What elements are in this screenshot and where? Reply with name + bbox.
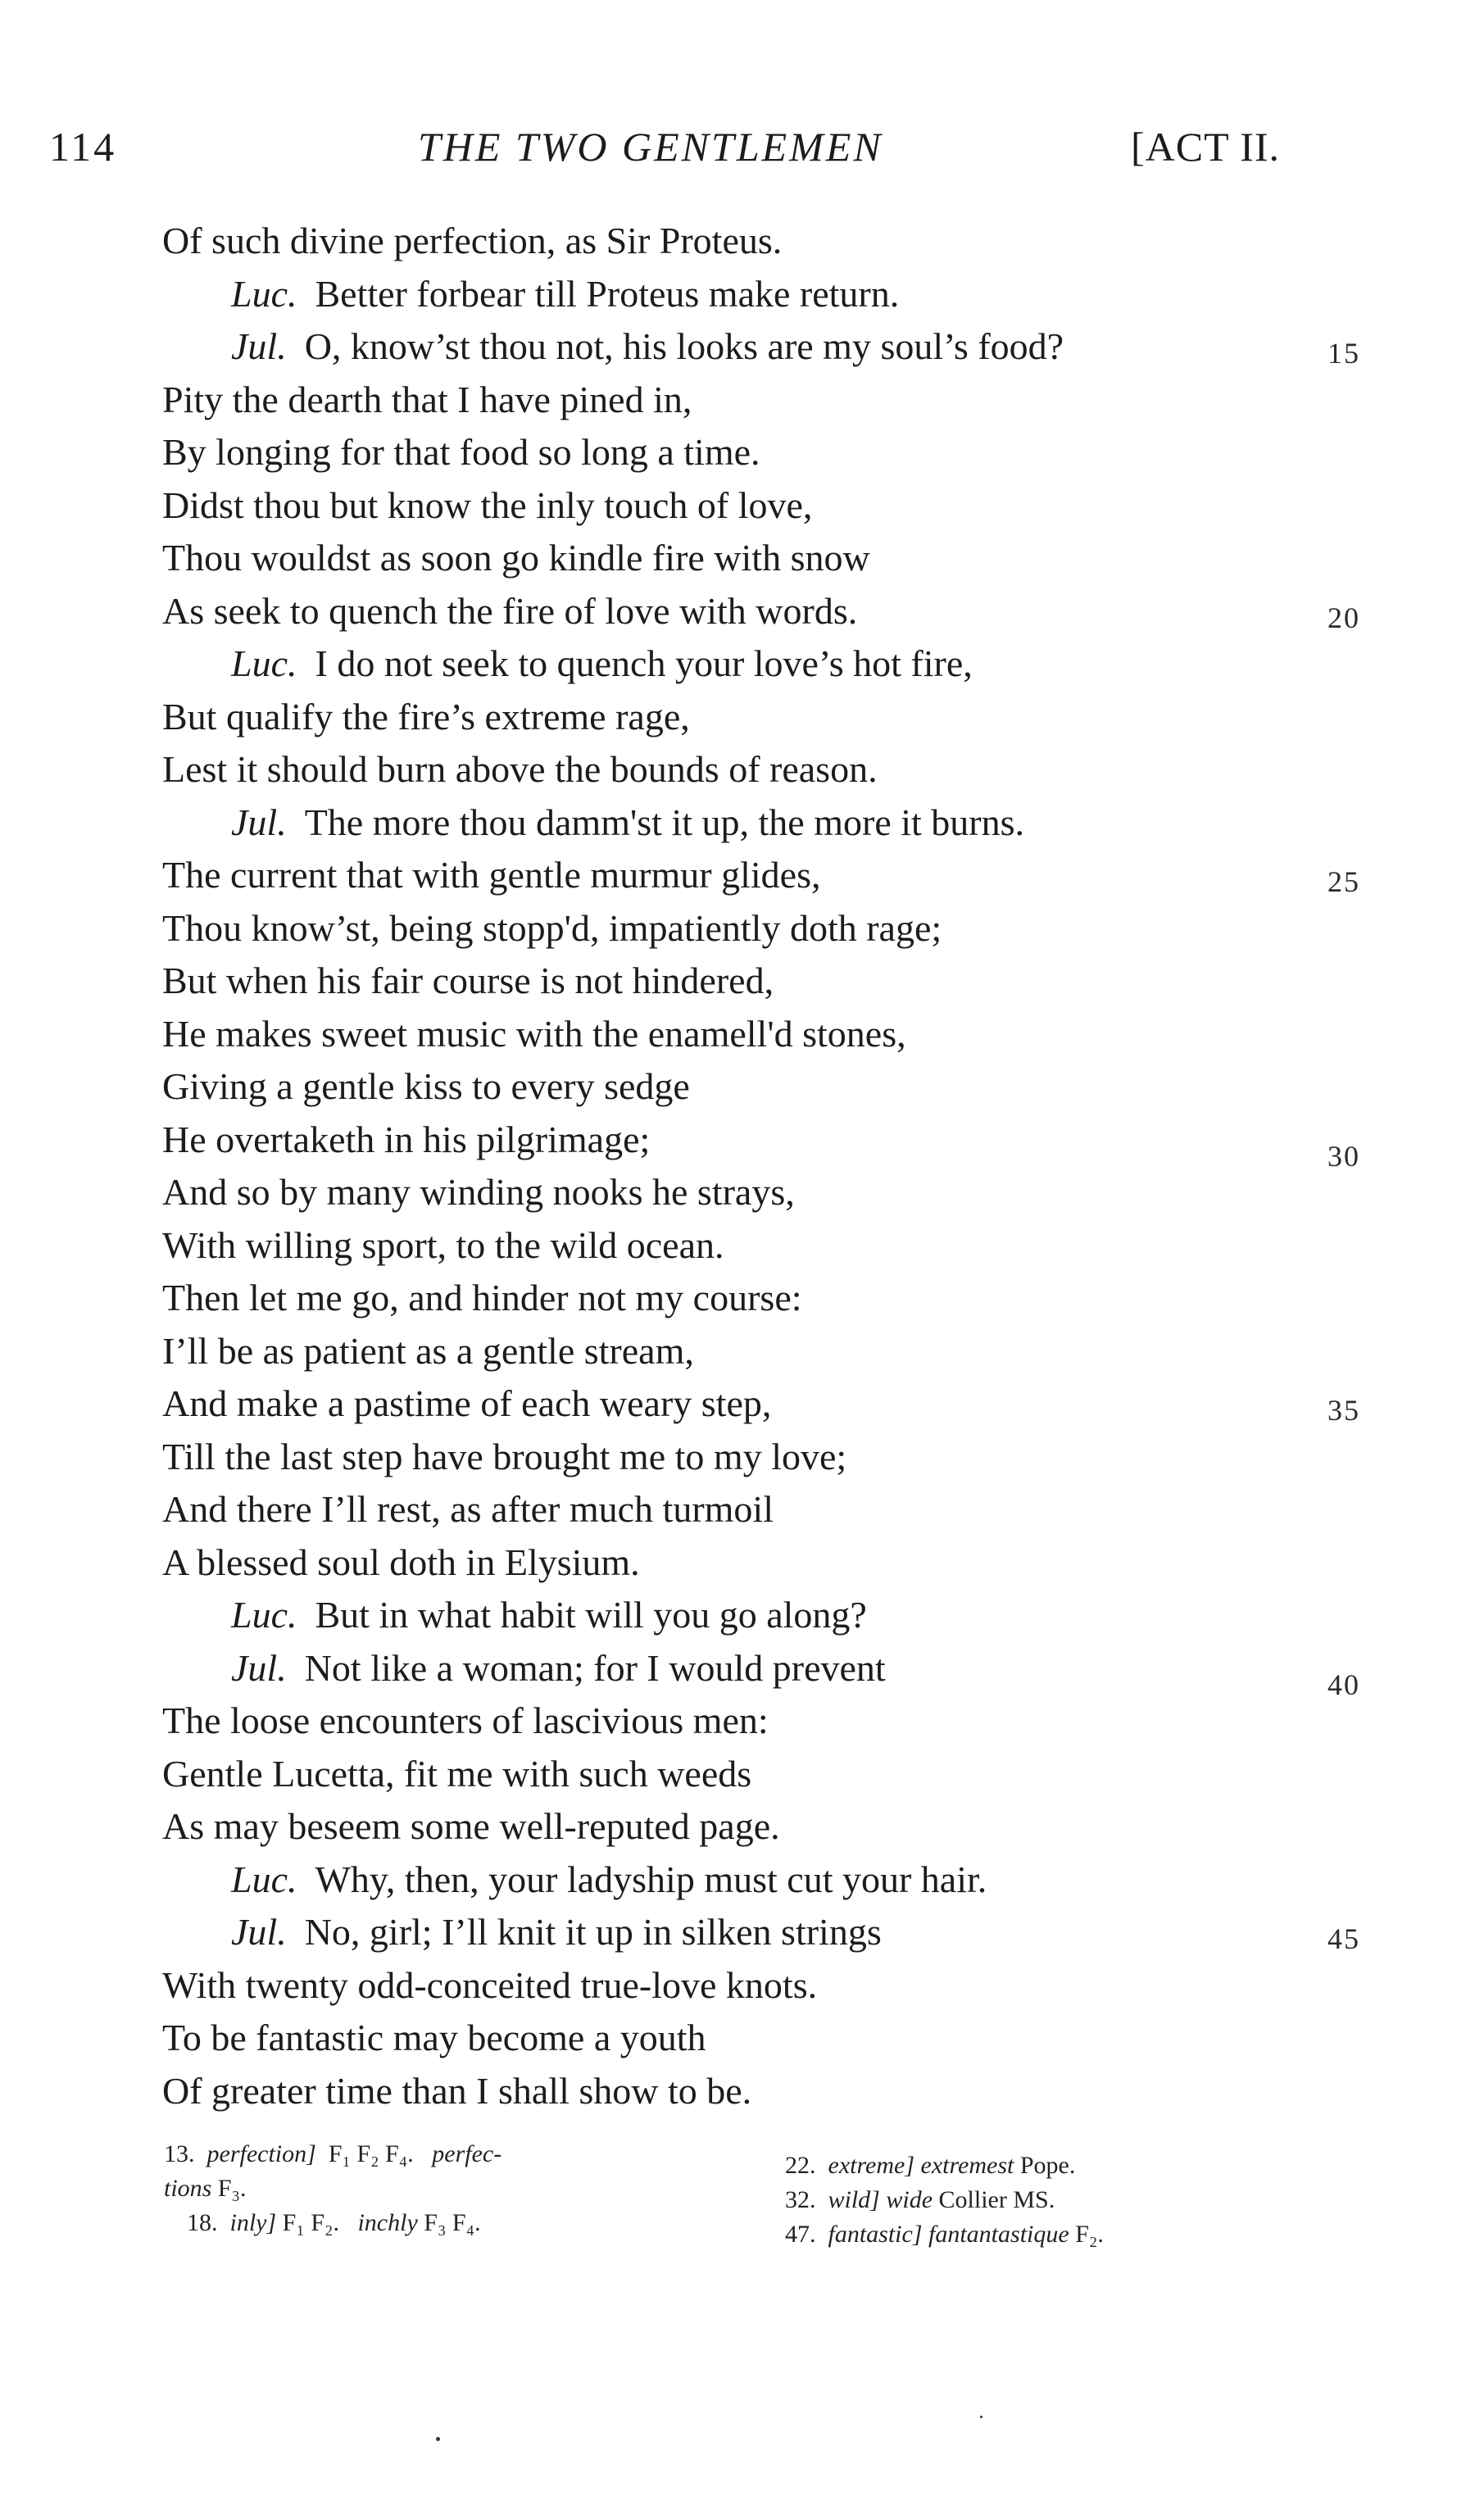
line-words: Till the last step have brought me to my love; (162, 1435, 847, 1477)
line-words: To be fantastic may become a youth (162, 2017, 706, 2058)
line-text (162, 902, 942, 955)
line-number: 20 (1327, 601, 1360, 634)
line-text (162, 1325, 694, 1378)
line-words: As may beseem some well-reputed page. (162, 1805, 780, 1847)
line-words: By longing for that food so long a time. (162, 431, 760, 473)
footnote-32: 32. wild] wide Collier MS. (785, 2186, 1055, 2213)
line-words: But in what habit will you go along? (315, 1594, 867, 1636)
line-words: O, know’st thou not, his looks are my soul’s food? (304, 325, 1064, 367)
line-text (162, 1219, 724, 1273)
line-words: Thou wouldst as soon go kindle fire with snow (162, 537, 870, 579)
speaker-name: Luc. (231, 642, 297, 684)
verse-line (0, 268, 1484, 321)
footnote-13-cont: tions F₃. (164, 2175, 247, 2202)
line-words: Better forbear till Proteus make return. (315, 272, 900, 315)
verse-line (0, 796, 1484, 850)
line-words: Gentle Lucetta, fit me with such weeds (162, 1752, 752, 1795)
line-text (162, 585, 857, 638)
line-words: Pity the dearth that I have pined in, (162, 378, 692, 420)
line-number: 30 (1327, 1139, 1360, 1173)
line-text (231, 1589, 867, 1642)
line-words: The current that with gentle murmur glides, (162, 854, 821, 896)
verse-line (0, 1008, 1484, 1061)
speaker-name: Luc. (231, 1858, 297, 1900)
line-words: He overtaketh in his pilgrimage; (162, 1118, 651, 1160)
verse-line (0, 1748, 1484, 1801)
verse-line (0, 320, 1484, 374)
verse-line (0, 1906, 1484, 1959)
line-words: The loose encounters of lascivious men: (162, 1699, 769, 1741)
line-text (162, 1008, 906, 1061)
line-text (162, 691, 690, 744)
verse-line (0, 1483, 1484, 1536)
page-number: 114 (49, 124, 117, 170)
line-text (162, 849, 821, 902)
line-words: Not like a woman; for I would prevent (304, 1646, 886, 1689)
verse-line (0, 902, 1484, 955)
line-words: I do not seek to quench your love’s hot fire, (315, 642, 973, 684)
line-text (162, 1748, 751, 1801)
line-text (162, 955, 774, 1008)
footnote-22: 22. extreme] extremest Pope. (785, 2152, 1076, 2179)
line-text (162, 1536, 640, 1590)
line-number: 40 (1327, 1668, 1360, 1701)
footnote-18: 18. inly] F₁ F₂. inchly F₃ F₄. (187, 2209, 481, 2236)
verse-line (0, 849, 1484, 902)
line-text (162, 1060, 690, 1114)
verse-line (0, 955, 1484, 1008)
speaker-name: Luc. (231, 272, 297, 315)
line-text (162, 2065, 751, 2118)
verse-line (0, 1114, 1484, 1173)
verse-line (0, 1325, 1484, 1378)
page-speck (980, 2416, 983, 2418)
line-text (162, 215, 782, 268)
speaker-name: Luc. (231, 1594, 297, 1636)
verse-line (0, 426, 1484, 479)
line-text (231, 638, 973, 691)
line-text (162, 479, 812, 533)
page-speck (436, 2437, 440, 2441)
verse-line (0, 374, 1484, 427)
line-text (162, 1272, 802, 1325)
act-label: [ACT II. (1131, 124, 1281, 170)
line-words: Why, then, your ladyship must cut your hair. (315, 1858, 987, 1900)
line-words: With twenty odd-conceited true-love knots. (162, 1963, 818, 2006)
line-text (162, 1959, 817, 2013)
line-words: And make a pastime of each weary step, (162, 1382, 772, 1424)
verse-line (0, 1854, 1484, 1907)
running-header (0, 123, 1484, 180)
line-words: But when his fair course is not hindered, (162, 960, 774, 1001)
line-words: Of such divine perfection, as Sir Proteus. (162, 220, 783, 261)
verse-line (0, 1800, 1484, 1854)
line-number: 25 (1327, 865, 1360, 898)
verse-line (0, 1431, 1484, 1484)
line-words: Thou know’st, being stopp'd, impatiently doth rage; (162, 906, 942, 949)
line-text (231, 1854, 987, 1907)
verse-line (0, 1536, 1484, 1590)
line-words: Giving a gentle kiss to every sedge (162, 1065, 690, 1107)
line-text (231, 1906, 882, 1959)
line-words: But qualify the fire’s extreme rage, (162, 695, 690, 737)
line-words: I’ll be as patient as a gentle stream, (162, 1329, 694, 1372)
verse-line (0, 1166, 1484, 1219)
verse-text (0, 215, 1484, 2117)
line-text (162, 1377, 771, 1431)
line-text (162, 1431, 846, 1484)
footnote-13: 13. perfection] F₁ F₂ F₄. perfec- (164, 2140, 502, 2167)
line-words: Lest it should burn above the bounds of reason. (162, 748, 878, 790)
line-text (231, 796, 1024, 850)
line-words: Of greater time than I shall show to be. (162, 2069, 752, 2112)
line-number: 45 (1327, 1922, 1360, 1955)
verse-line (0, 1377, 1484, 1431)
running-title: THE TWO GENTLEMEN (418, 124, 883, 170)
verse-line (0, 1642, 1484, 1701)
line-text (162, 374, 692, 427)
line-words: The more thou damm'st it up, the more it burns. (304, 801, 1025, 843)
line-words: As seek to quench the fire of love with words. (162, 589, 858, 632)
verse-line (0, 691, 1484, 744)
speaker-name: Jul. (231, 325, 287, 367)
verse-line (0, 1589, 1484, 1642)
line-words: With willing sport, to the wild ocean. (162, 1223, 724, 1266)
footnote-47: 47. fantastic] fantantastique F₂. (785, 2221, 1104, 2248)
line-text (162, 1166, 795, 1219)
line-text (162, 1114, 650, 1167)
line-words: He makes sweet music with the enamell'd stones, (162, 1012, 906, 1055)
verse-line (0, 479, 1484, 533)
verse-line (0, 1959, 1484, 2013)
line-text (231, 1642, 886, 1695)
verse-line (0, 1219, 1484, 1273)
verse-line (0, 2065, 1484, 2118)
line-text (231, 320, 1064, 374)
speaker-name: Jul. (231, 1646, 287, 1689)
verse-line (0, 743, 1484, 796)
verse-line (0, 532, 1484, 585)
speaker-name: Jul. (231, 801, 287, 843)
line-words: Then let me go, and hinder not my course: (162, 1277, 802, 1318)
verse-line (0, 585, 1484, 638)
verse-line (0, 638, 1484, 691)
verse-line (0, 215, 1484, 268)
line-words: No, girl; I’ll knit it up in silken strings (304, 1911, 882, 1953)
line-text (231, 268, 899, 321)
line-text (162, 426, 760, 479)
line-text (162, 743, 878, 796)
line-text (162, 1483, 774, 1536)
line-words: And so by many winding nooks he strays, (162, 1171, 795, 1213)
line-words: A blessed soul doth in Elysium. (162, 1541, 640, 1583)
verse-line (0, 1272, 1484, 1325)
speaker-name: Jul. (231, 1911, 287, 1953)
line-words: Didst thou but know the inly touch of love, (162, 483, 813, 526)
verse-line (0, 1060, 1484, 1114)
line-number: 35 (1327, 1394, 1360, 1427)
line-words: And there I’ll rest, as after much turmoil (162, 1488, 774, 1530)
line-text (162, 1695, 769, 1748)
verse-line (0, 1695, 1484, 1748)
line-text (162, 532, 870, 585)
verse-line (0, 2012, 1484, 2065)
line-text (162, 1800, 780, 1854)
line-text (162, 2012, 706, 2065)
line-number: 15 (1327, 337, 1360, 370)
